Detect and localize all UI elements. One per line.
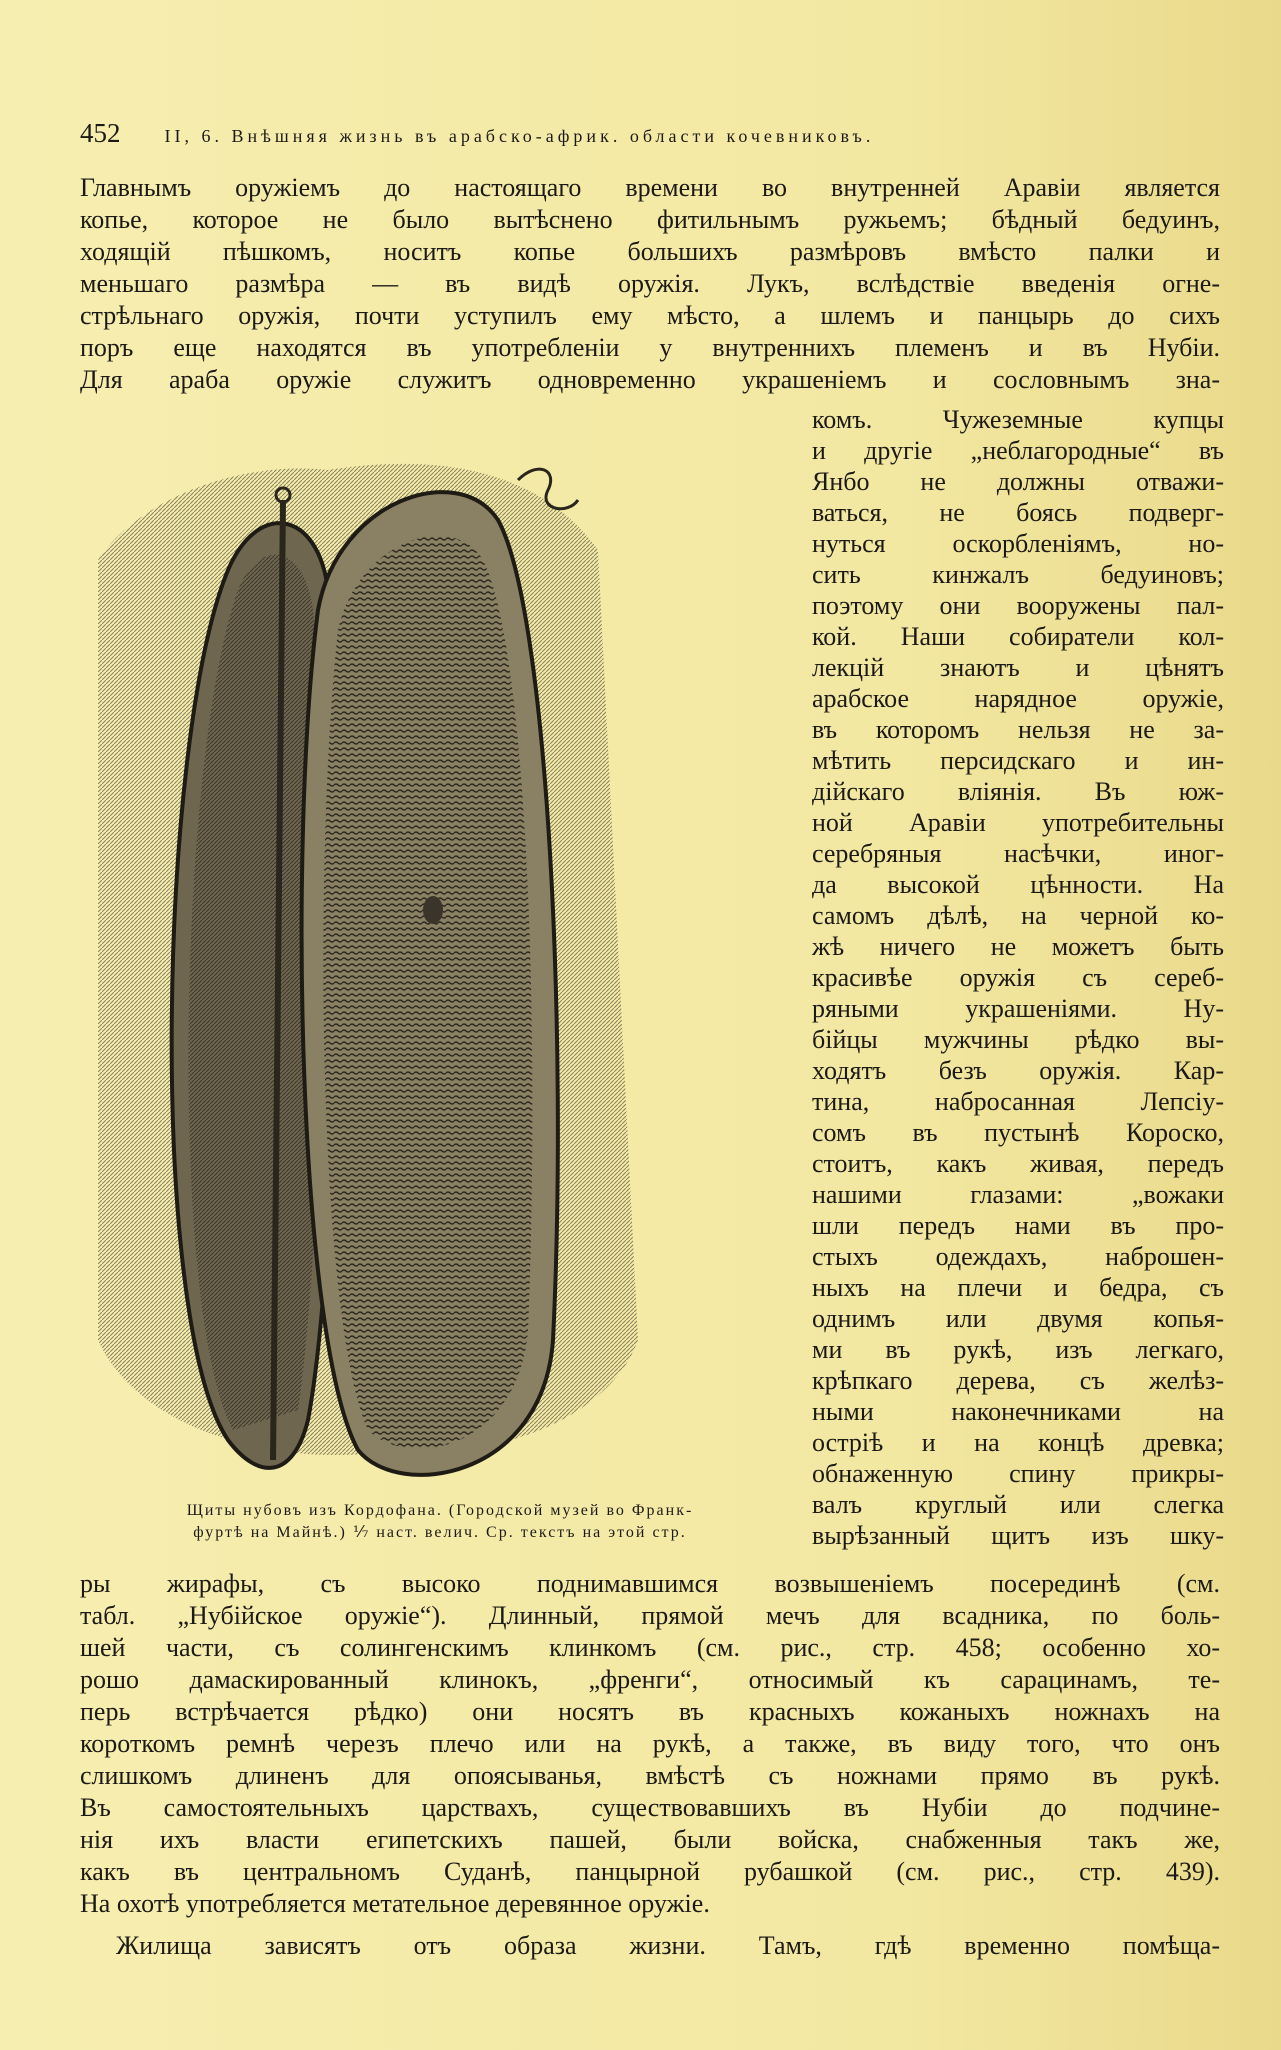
text-line: нашими глазами: „вожаки [812,1180,1224,1209]
text-line: лекцій знаютъ и цѣнятъ [812,653,1224,682]
text-line: въ которомъ нельзя не за- [812,715,1224,744]
text-line: арабское нарядное оружіе, [812,684,1224,713]
text-line: жѣ ничего не можетъ быть [812,932,1224,961]
text-line: короткомъ ремнѣ черезъ плечо или на рукѣ, а также, въ виду того, что онъ [80,1729,1220,1758]
text-line: На охотѣ употребляется метательное деревянное оружіе. [80,1889,710,1918]
text-line: табл. „Нубійское оружіе“). Длинный, прямой мечъ для всадника, по боль- [80,1601,1220,1630]
text-line: самомъ дѣлѣ, на черной ко- [812,901,1224,930]
text-line: ми въ рукѣ, изъ легкаго, [812,1335,1224,1364]
text-line: рошо дамаскированный клинокъ, „френги“, относимый къ сарацинамъ, те- [80,1665,1220,1694]
text-line: поръ еще находятся въ употребленіи у внутреннихъ племенъ и въ Нубіи. [80,333,1220,362]
text-line: валъ круглый или слегка [812,1490,1224,1519]
text-line: красивѣе оружія съ сереб- [812,963,1224,992]
text-line: Въ самостоятельныхъ царствахъ, существовавшихъ въ Нубіи до подчине- [80,1793,1220,1822]
text-line: Для араба оружіе служитъ одновременно украшеніемъ и сословнымъ зна- [80,365,1220,394]
text-line: шей части, съ солингенскимъ клинкомъ (см. рис., стр. 458; особенно хо- [80,1633,1220,1662]
text-line: комъ. Чужеземные купцы [812,405,1224,434]
text-line: шли передъ нами въ про- [812,1211,1224,1240]
page-header [80,118,1180,158]
text-line: дійскаго вліянія. Въ юж- [812,777,1224,806]
text-line: стоитъ, какъ живая, передъ [812,1149,1224,1178]
text-line: обнаженную спину прикры- [812,1459,1224,1488]
text-line: ходятъ безъ оружія. Кар- [812,1056,1224,1085]
text-line: ваться, не боясь подверг- [812,498,1224,527]
text-line: стыхъ одеждахъ, наброшен- [812,1242,1224,1271]
text-line: вырѣзанный щитъ изъ шку- [812,1521,1224,1550]
text-line: да высокой цѣнности. На [812,870,1224,899]
text-line: слишкомъ длиненъ для опоясыванья, вмѣстѣ съ ножнами прямо въ рукѣ. [80,1761,1220,1790]
text-line: Янбо не должны отважи- [812,467,1224,496]
text-line: перь встрѣчается рѣдко) они носятъ въ красныхъ кожаныхъ ножнахъ на [80,1697,1220,1726]
text-line: ной Аравіи употребительны [812,808,1224,837]
page-number: 452 [80,118,121,148]
text-line: Главнымъ оружіемъ до настоящаго времени во внутренней Аравіи является [80,173,1220,202]
text-line: ходящій пѣшкомъ, носитъ копье большихъ размѣровъ вмѣсто палки и [80,237,1220,266]
text-line: ряными украшеніями. Ну- [812,994,1224,1023]
text-line: меньшаго размѣра — въ видѣ оружія. Лукъ, вслѣдствіе введенія огне- [80,269,1220,298]
text-line: сить кинжалъ бедуиновъ; [812,560,1224,589]
text-line: однимъ или двумя копья- [812,1304,1224,1333]
text-line: сомъ въ пустынѣ Короско, [812,1118,1224,1147]
text-line: ры жирафы, съ высоко поднимавшимся возвышеніемъ посерединѣ (см. [80,1569,1220,1598]
text-line: крѣпкаго дерева, съ желѣз- [812,1366,1224,1395]
text-line: стрѣльнаго оружія, почти уступилъ ему мѣсто, а шлемъ и панцырь до сихъ [80,301,1220,330]
text-line: мѣтить персидскаго и ин- [812,746,1224,775]
text-line: копье, которое не было вытѣснено фитильнымъ ружьемъ; бѣдный бедуинъ, [80,205,1220,234]
text-line: кой. Наши собиратели кол- [812,622,1224,651]
text-line: ныхъ на плечи и бедра, съ [812,1273,1224,1302]
text-line: серебряныя насѣчки, иног- [812,839,1224,868]
running-head: II, 6. Внѣшняя жизнь въ арабско-африк. области кочевниковъ. [164,126,875,146]
text-line: поэтому они вооружены пал- [812,591,1224,620]
caption-line: фуртѣ на Майнѣ.) ⅐ наст. велич. Ср. текстъ на этой стр. [193,1524,687,1541]
text-line: остріѣ и на концѣ древка; [812,1428,1224,1457]
figure-caption [80,1500,800,1544]
text-line: нуться оскорбленіямъ, но- [812,529,1224,558]
shields-illustration [78,440,798,1500]
text-line: и другіе „неблагородные“ въ [812,436,1224,465]
caption-line: Щиты нубовъ изъ Кордофана. (Городской музей во Франк- [186,1502,694,1519]
text-line: тина, набросанная Лепсіу- [812,1087,1224,1116]
text-line: бійцы мужчины рѣдко вы- [812,1025,1224,1054]
text-line: Жилища зависятъ отъ образа жизни. Тамъ, гдѣ временно помѣща- [116,1931,1220,1960]
text-line: ными наконечниками на [812,1397,1224,1426]
text-line: какъ въ центральномъ Суданѣ, панцырной рубашкой (см. рис., стр. 439). [80,1857,1220,1886]
text-line: нія ихъ власти египетскихъ пашей, были войска, снабженныя такъ же, [80,1825,1220,1854]
